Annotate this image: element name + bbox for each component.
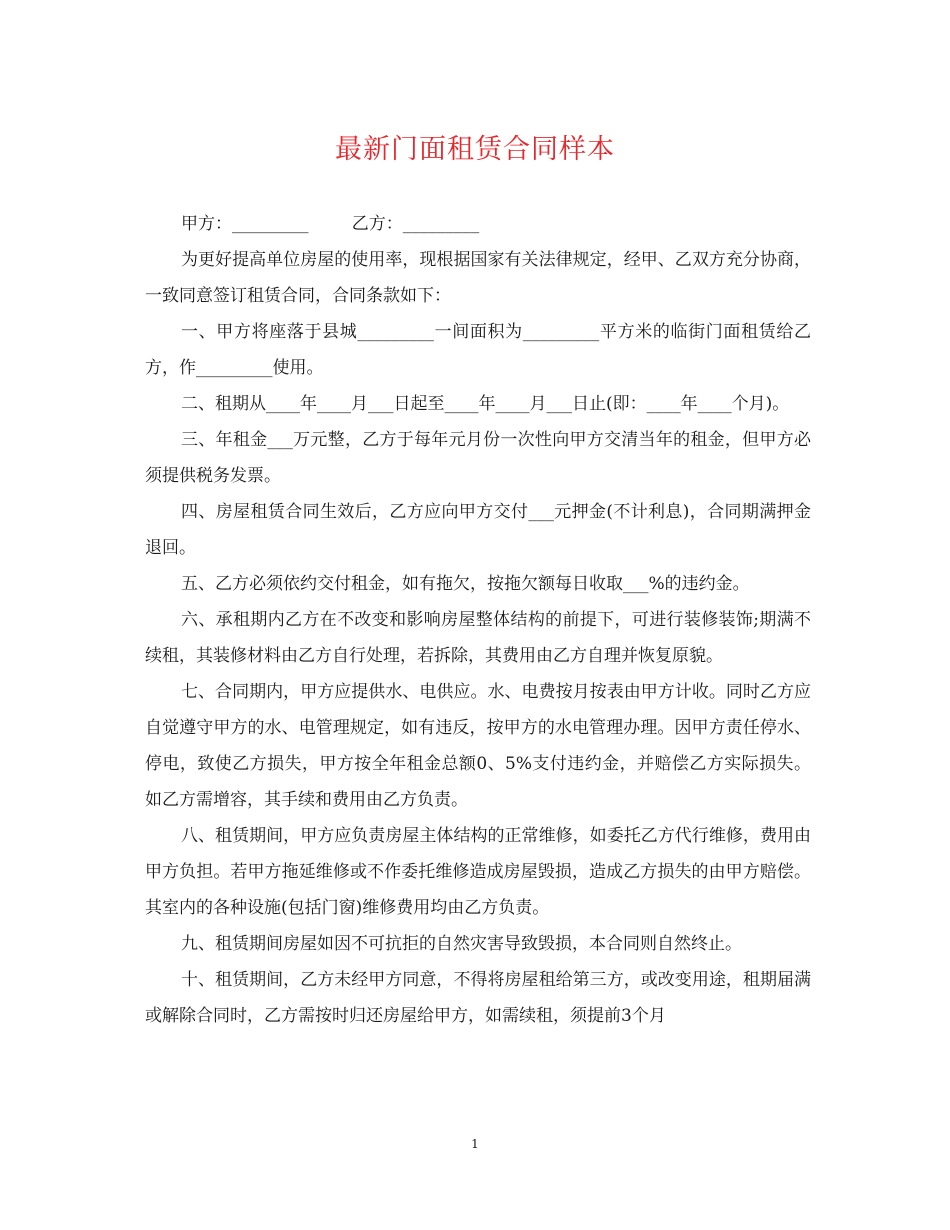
clause-4: 四、房屋租赁合同生效后，乙方应向甲方交付___元押金(不计利息)，合同期满押金退回。 bbox=[145, 502, 811, 558]
paragraph-intro: 为更好提高单位房屋的使用率，现根据国家有关法律规定，经甲、乙双方充分协商，一致同意签订租赁合同，合同条款如下： bbox=[145, 250, 811, 306]
clause-1: 一、甲方将座落于县城_________一间面积为_________平方米的临街门面租赁给乙方，作_________使用。 bbox=[145, 322, 811, 378]
contract-body bbox=[145, 206, 811, 1034]
page-number: 1 bbox=[471, 1137, 479, 1151]
clause-10: 十、租赁期间，乙方未经甲方同意，不得将房屋租给第三方，或改变用途，租期届满或解除合同时，乙方需按时归还房屋给甲方，如需续租，须提前3个月 bbox=[145, 970, 811, 1026]
clause-6: 六、承租期内乙方在不改变和影响房屋整体结构的前提下，可进行装修装饰;期满不续租，其装修材料由乙方自行处理，若拆除，其费用由乙方自理并恢复原貌。 bbox=[145, 610, 811, 666]
clause-5: 五、乙方必须依约交付租金，如有拖欠，按拖欠额每日收取___%的违约金。 bbox=[181, 574, 750, 594]
clause-9: 九、租赁期间房屋如因不可抗拒的自然灾害导致毁损，本合同则自然终止。 bbox=[181, 934, 742, 954]
clause-3: 三、年租金___万元整，乙方于每年元月份一次性向甲方交清当年的租金，但甲方必须提供税务发票。 bbox=[145, 430, 811, 486]
clause-7: 七、合同期内，甲方应提供水、电供应。水、电费按月按表由甲方计收。同时乙方应自觉遵守甲方的水、电管理规定，如有违反，按甲方的水电管理办理。因甲方责任停水、停电，致使乙方损失，甲方按全年租金总额0、5%支付违约金，并赔偿乙方实际损失。如乙方需增容，其手续和费用由乙方负责。 bbox=[145, 682, 811, 810]
parties-line: 甲方：_________ 乙方：_________ bbox=[181, 214, 480, 234]
clause-2: 二、租期从____年____月___日起至____年____月___日止(即：____年____个月)。 bbox=[181, 394, 790, 414]
clause-8: 八、租赁期间，甲方应负责房屋主体结构的正常维修，如委托乙方代行维修，费用由甲方负担。若甲方拖延维修或不作委托维修造成房屋毁损，造成乙方损失的由甲方赔偿。其室内的各种设施(包括门窗)维修费用均由乙方负责。 bbox=[145, 826, 811, 918]
document-title: 最新门面租赁合同样本 bbox=[335, 134, 615, 165]
